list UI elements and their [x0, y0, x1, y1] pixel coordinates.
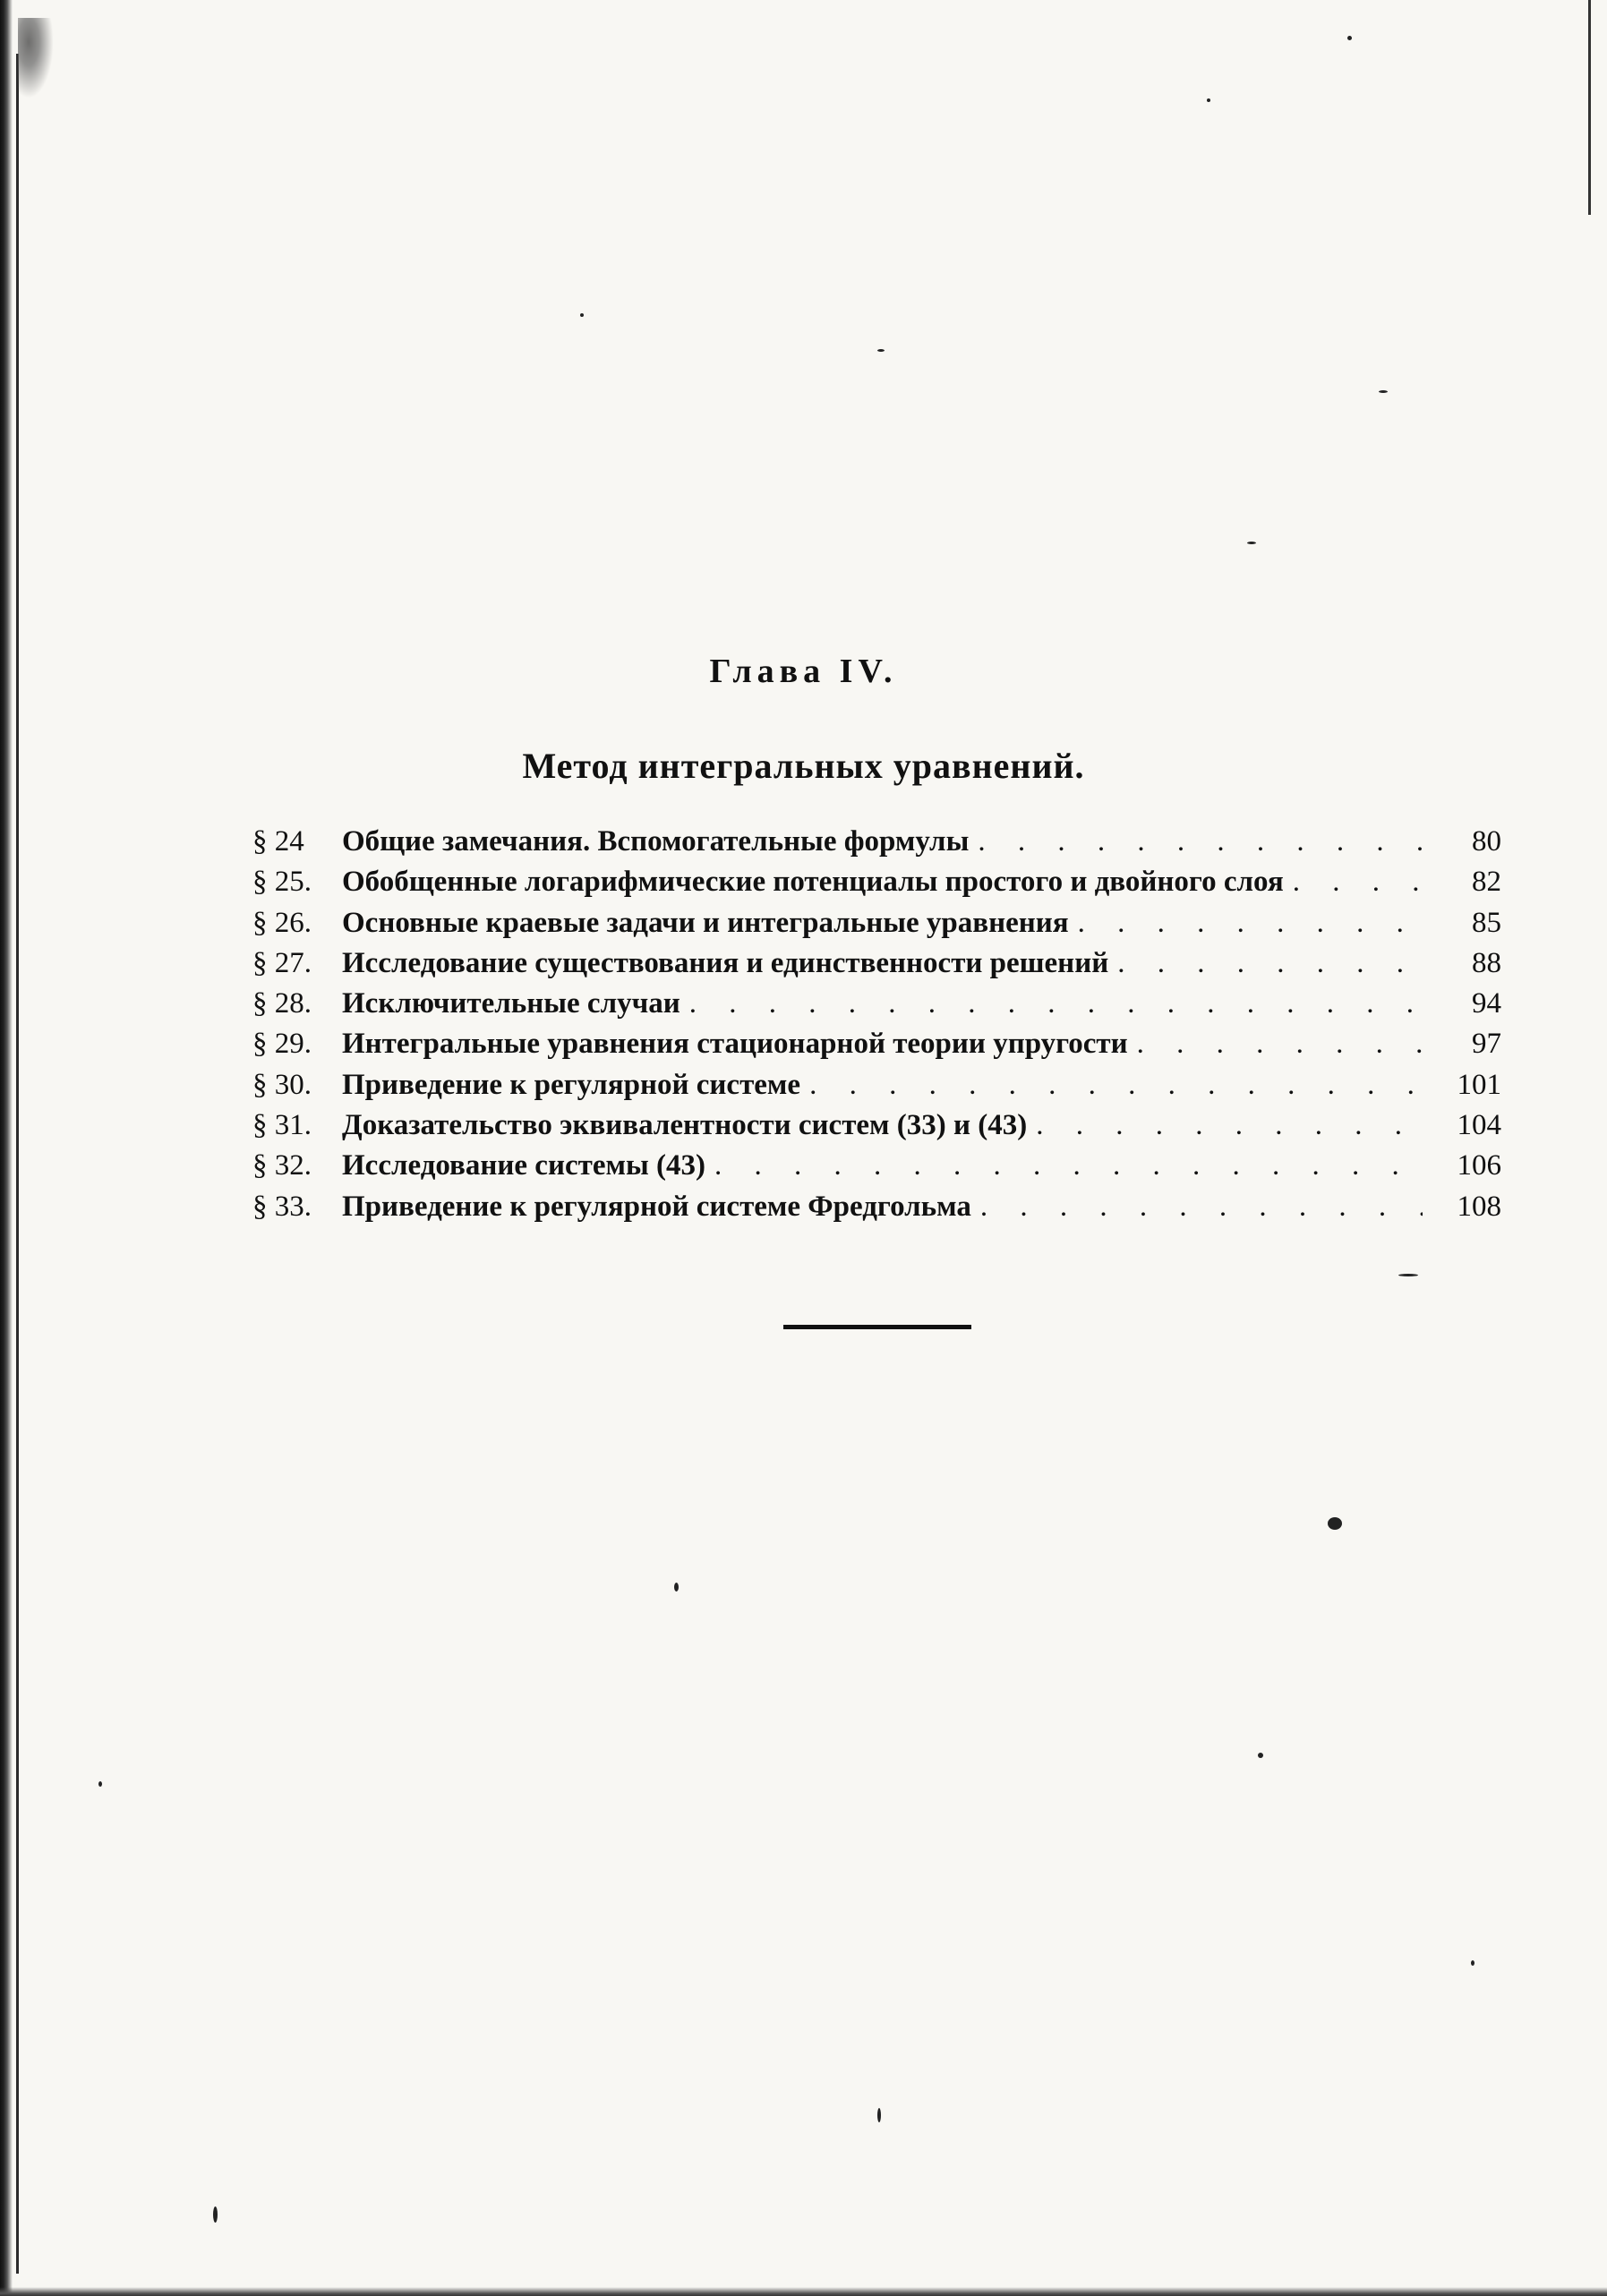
toc-page-number: 85 — [1472, 906, 1501, 939]
toc-section-number: § 24 — [252, 825, 304, 858]
toc-dot-leader — [1137, 1028, 1423, 1061]
scan-speck — [1471, 1960, 1475, 1966]
toc-row — [252, 825, 1501, 866]
scan-speck — [213, 2206, 218, 2223]
scan-speck — [580, 313, 584, 317]
toc-row — [252, 1191, 1501, 1231]
toc-row — [252, 1028, 1501, 1068]
section-divider-rule — [783, 1325, 971, 1329]
toc-section-number: § 25. — [252, 866, 312, 899]
toc-section-number: § 28. — [252, 987, 312, 1020]
toc-dot-leader — [978, 825, 1423, 858]
toc-row — [252, 1069, 1501, 1109]
toc-title: Приведение к регулярной системе Фредгольма — [342, 1190, 971, 1223]
scan-speck — [98, 1781, 102, 1787]
toc-row — [252, 987, 1501, 1028]
chapter-title: Метод интегральных уравнений. — [522, 746, 1085, 786]
toc-row — [252, 866, 1501, 906]
scan-speck — [1328, 1517, 1342, 1530]
scan-left-binding — [16, 54, 19, 2274]
scan-left-edge — [0, 0, 13, 2296]
toc-section-number: § 32. — [252, 1149, 312, 1182]
toc-page-number: 97 — [1472, 1028, 1501, 1061]
toc-title: Исследование существования и единственности решений — [342, 946, 1109, 979]
toc-row — [252, 1109, 1501, 1149]
toc-page-number: 101 — [1457, 1068, 1501, 1101]
scan-bottom-edge — [0, 2287, 1607, 2296]
scan-corner-smudge — [18, 18, 54, 98]
toc-row — [252, 947, 1501, 987]
toc-row — [252, 907, 1501, 947]
toc-page-number: 104 — [1457, 1109, 1501, 1142]
toc-title: Исключительные случаи — [342, 987, 680, 1020]
toc-title: Доказательство эквивалентности систем (33) и (43) — [342, 1109, 1028, 1142]
toc-section-number: § 27. — [252, 946, 312, 979]
toc-title: Интегральные уравнения стационарной теории упругости — [342, 1028, 1128, 1061]
toc-title: Общие замечания. Вспомогательные формулы — [342, 825, 970, 858]
toc-page-number: 82 — [1472, 866, 1501, 899]
toc-dot-leader — [1078, 907, 1423, 940]
scan-speck — [877, 2108, 881, 2122]
scan-speck — [1247, 542, 1256, 544]
toc-title: Исследование системы (43) — [342, 1149, 705, 1182]
chapter-label: Глава IV. — [709, 653, 898, 690]
toc-dot-leader — [1293, 866, 1423, 899]
scan-speck — [1347, 36, 1352, 40]
toc-page-number: 94 — [1472, 987, 1501, 1020]
toc-row — [252, 1149, 1501, 1190]
toc-dot-leader — [1117, 947, 1423, 980]
toc-page-number: 80 — [1472, 825, 1501, 858]
scan-speck — [1398, 1274, 1418, 1276]
scan-speck — [1207, 98, 1210, 102]
scan-right-edge — [1588, 0, 1591, 215]
toc-page-number: 88 — [1472, 946, 1501, 979]
toc-title: Основные краевые задачи и интегральные уравнения — [342, 906, 1069, 939]
scan-speck — [877, 349, 885, 352]
toc-dot-leader — [714, 1149, 1423, 1182]
toc-dot-leader — [689, 987, 1423, 1020]
toc-title: Обобщенные логарифмические потенциалы простого и двойного слоя — [342, 866, 1284, 899]
toc-dot-leader — [980, 1191, 1423, 1224]
scan-speck — [1258, 1753, 1263, 1758]
toc-dot-leader — [809, 1069, 1423, 1102]
toc-page-number: 108 — [1457, 1190, 1501, 1223]
table-of-contents — [252, 825, 1501, 1231]
toc-section-number: § 30. — [252, 1068, 312, 1101]
toc-dot-leader — [1036, 1109, 1423, 1142]
toc-page-number: 106 — [1457, 1149, 1501, 1182]
toc-section-number: § 33. — [252, 1190, 312, 1223]
scan-speck — [674, 1583, 679, 1592]
scan-speck — [1379, 390, 1388, 393]
toc-section-number: § 29. — [252, 1028, 312, 1061]
toc-section-number: § 31. — [252, 1109, 312, 1142]
toc-title: Приведение к регулярной системе — [342, 1068, 801, 1101]
toc-section-number: § 26. — [252, 906, 312, 939]
